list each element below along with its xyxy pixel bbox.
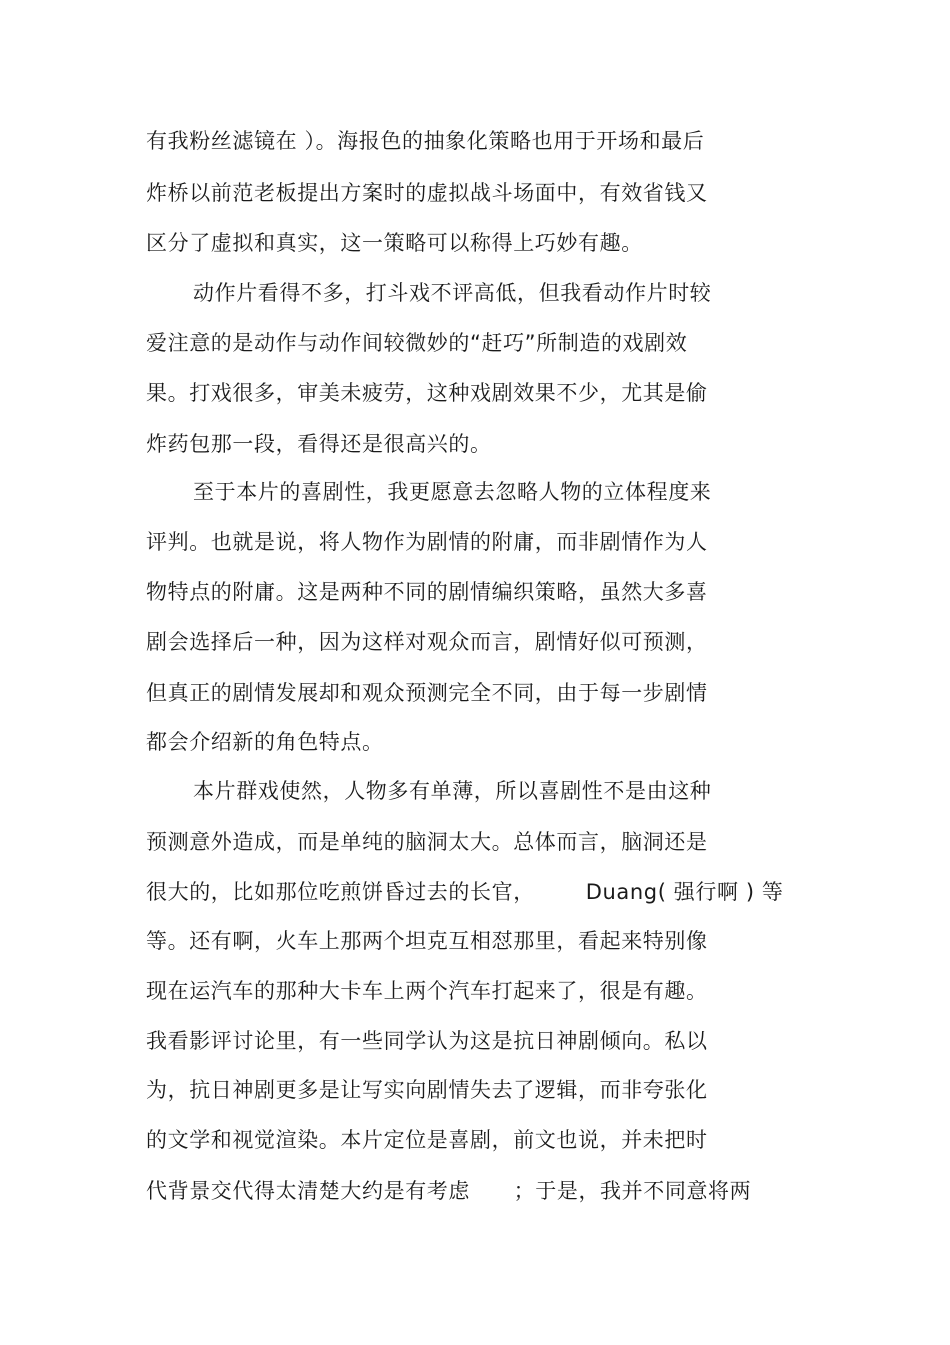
text-line: 有我粉丝滤镜在 ）。海报色的抽象化策略也用于开场和最后 bbox=[146, 129, 705, 153]
text-line: 剧会选择后一种，因为这样对观众而言，剧情好似可预测， bbox=[146, 630, 708, 654]
text-line: 爱注意的是动作与动作间较微妙的“赶巧”所制造的戏剧效 bbox=[146, 331, 688, 355]
text-line: 物特点的附庸。这是两种不同的剧情编织策略，虽然大多喜 bbox=[146, 580, 708, 604]
text-line: 预测意外造成，而是单纯的脑洞太大。总体而言，脑洞还是 bbox=[146, 830, 708, 854]
text-line: 果。打戏很多，审美未疲劳，这种戏剧效果不少，尤其是偷 bbox=[146, 381, 708, 405]
text-line: 的文学和视觉渲染。本片定位是喜剧，前文也说，并未把时 bbox=[146, 1128, 708, 1152]
text-line: 都会介绍新的角色特点。 bbox=[146, 730, 384, 754]
text-line: 为，抗日神剧更多是让写实向剧情失去了逻辑，而非夸张化 bbox=[146, 1078, 708, 1102]
text-line: 但真正的剧情发展却和观众预测完全不同，由于每一步剧情 bbox=[146, 681, 708, 705]
text-line: 区分了虚拟和真实，这一策略可以称得上巧妙有趣。 bbox=[146, 231, 643, 255]
paragraph-start-line: 动作片看得不多，打斗戏不评高低，但我看动作片时较 bbox=[193, 281, 712, 305]
text-line: 等。还有啊，火车上那两个坦克互相怼那里，看起来特别像 bbox=[146, 929, 708, 953]
text-line: 代背景交代得太清楚大约是有考虑 ；于是，我并不同意将两 bbox=[146, 1179, 752, 1203]
text-line: 评判。也就是说，将人物作为剧情的附庸，而非剧情作为人 bbox=[146, 530, 708, 554]
paragraph-start-line: 本片群戏使然，人物多有单薄，所以喜剧性不是由这种 bbox=[193, 779, 712, 803]
text-line: 我看影评讨论里，有一些同学认为这是抗日神剧倾向。私以 bbox=[146, 1029, 708, 1053]
text-line: 炸桥以前范老板提出方案时的虚拟战斗场面中，有效省钱又 bbox=[146, 181, 708, 205]
text-line: 很大的，比如那位吃煎饼昏过去的长官， Duang( 强行啊 ) 等 bbox=[146, 880, 784, 904]
paragraph-start-line: 至于本片的喜剧性，我更愿意去忽略人物的立体程度来 bbox=[193, 480, 712, 504]
text-line: 炸药包那一段，看得还是很高兴的。 bbox=[146, 432, 492, 456]
text-line: 现在运汽车的那种大卡车上两个汽车打起来了，很是有趣。 bbox=[146, 979, 708, 1003]
